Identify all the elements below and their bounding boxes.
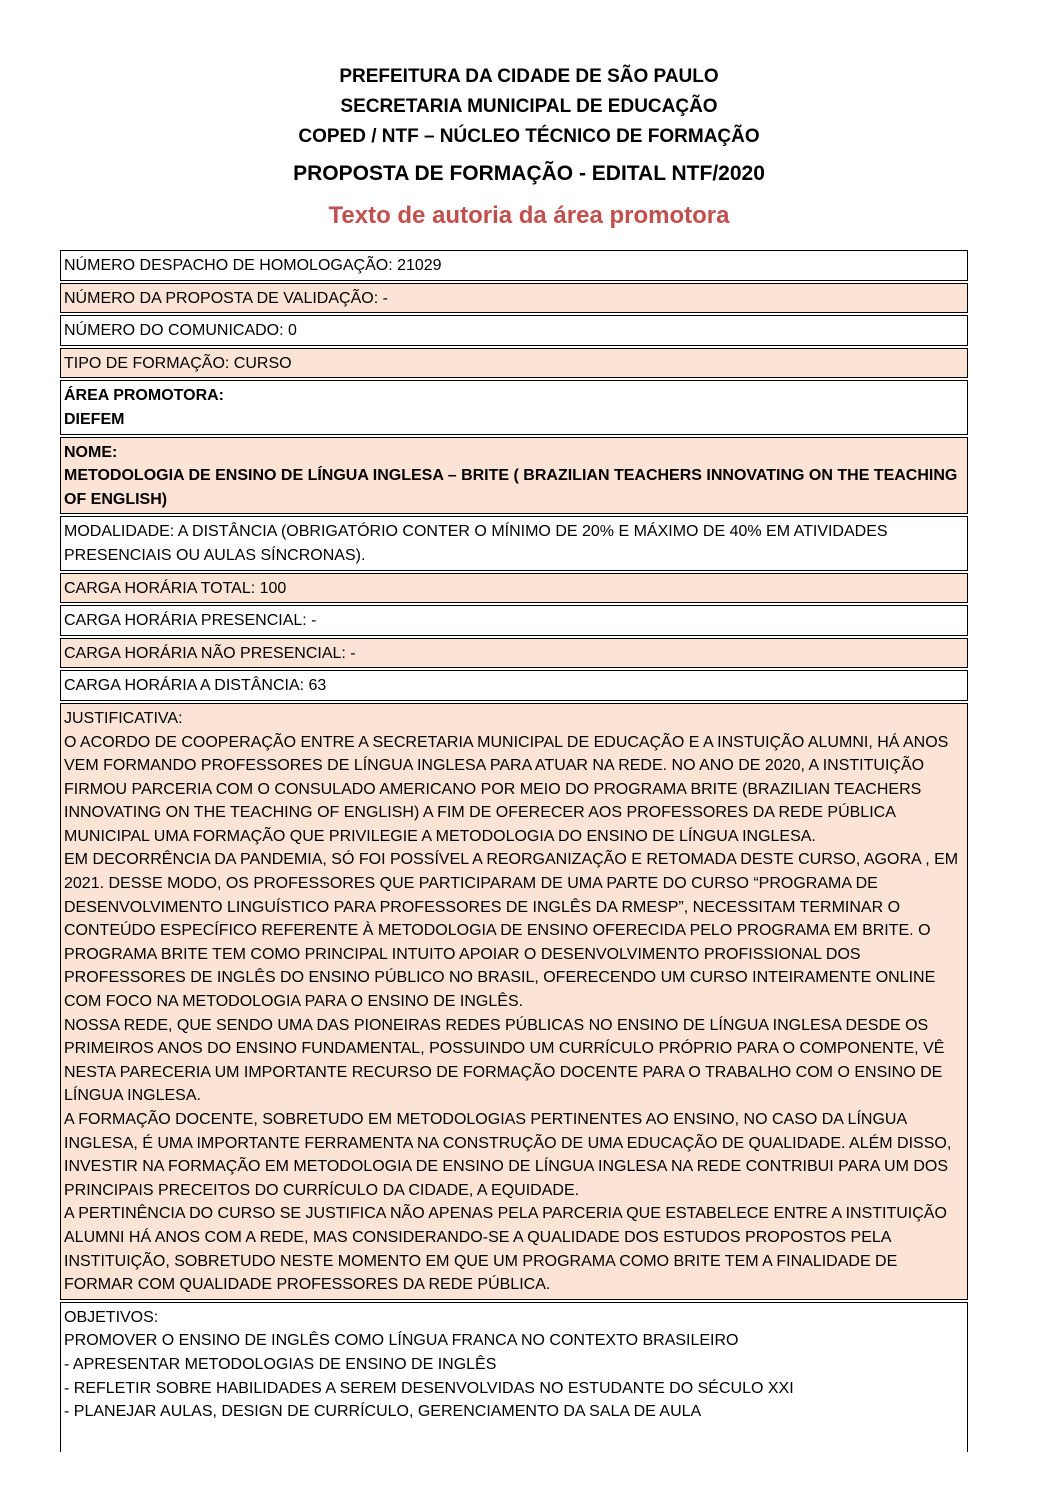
carga-nao-presencial-text: CARGA HORÁRIA NÃO PRESENCIAL: -: [64, 644, 356, 662]
despacho-text: NÚMERO DESPACHO DE HOMOLOGAÇÃO: 21029: [64, 257, 442, 274]
objetivo-item: - APRESENTAR METODOLOGIAS DE ENSINO DE INGLÊS: [64, 1355, 497, 1373]
justificativa-label: JUSTIFICATIVA:: [64, 709, 183, 727]
objetivo-item: - REFLETIR SOBRE HABILIDADES A SEREM DESENVOLVIDAS NO ESTUDANTE DO SÉCULO XXI: [64, 1379, 794, 1397]
nome-value: METODOLOGIA DE ENSINO DE LÍNGUA INGLESA – BRITE ( BRAZILIAN TEACHERS INNOVATING ON THE TEACHING OF ENGLISH): [64, 467, 958, 508]
objetivos-label: OBJETIVOS:: [64, 1308, 159, 1326]
row-validacao: [60, 283, 968, 314]
row-tipo: [60, 348, 968, 379]
document-title: PROPOSTA DE FORMAÇÃO - EDITAL NTF/2020: [293, 162, 765, 185]
comunicado-text: NÚMERO DO COMUNICADO: 0: [64, 322, 297, 340]
nome-label: NOME:: [64, 443, 118, 461]
row-carga-nao-presencial: [60, 638, 968, 669]
row-despacho: [60, 250, 968, 281]
carga-distancia-text: CARGA HORÁRIA A DISTÂNCIA: 63: [64, 677, 327, 695]
header-line-coped: COPED / NTF – NÚCLEO TÉCNICO DE FORMAÇÃO: [298, 126, 760, 147]
row-comunicado: [60, 315, 968, 346]
modalidade-text: MODALIDADE: A DISTÂNCIA (OBRIGATÓRIO CONTER O MÍNIMO DE 20% E MÁXIMO DE 40% EM ATIVIDADES PRESENCIAIS OU AULAS SÍNCRONAS).: [64, 523, 888, 564]
document-subtitle: Texto de autoria da área promotora: [328, 202, 730, 229]
header-line-secretaria: SECRETARIA MUNICIPAL DE EDUCAÇÃO: [340, 96, 718, 117]
header-line-prefeitura: PREFEITURA DA CIDADE DE SÃO PAULO: [339, 66, 719, 87]
area-value: DIEFEM: [64, 410, 125, 428]
objetivo-item: PROMOVER O ENSINO DE INGLÊS COMO LÍNGUA FRANCA NO CONTEXTO BRASILEIRO: [64, 1332, 739, 1350]
proposal-table: [60, 250, 968, 1454]
carga-presencial-text: CARGA HORÁRIA PRESENCIAL: -: [64, 612, 317, 630]
justificativa-paragraph: EM DECORRÊNCIA DA PANDEMIA, SÓ FOI POSSÍVEL A REORGANIZAÇÃO E RETOMADA DESTE CURSO, AGORA , EM 2021. DESSE MODO, OS PROFESSORES QUE PARTICIPARAM DE UMA PARTE DO CURSO “PROGRAMA DE DESENVOLVIMENTO LINGUÍSTICO PARA PROFESSORES DE INGLÊS DA RMESP”, NECESSITAM TERMINAR O CONTEÚDO ESPECÍFICO REFERENTE À METODOLOGIA DE ENSINO OFERECIDA PELO PROGRAMA EM BRITE. O PROGRAMA BRITE TEM COMO PRINCIPAL INTUITO APOIAR O DESENVOLVIMENTO PROFISSIONAL DOS PROFESSORES DE INGLÊS DO ENSINO PÚBLICO NO BRASIL, OFERECENDO UM CURSO INTEIRAMENTE ONLINE COM FOCO NA METODOLOGIA PARA O ENSINO DE INGLÊS.: [64, 851, 959, 1011]
justificativa-paragraph: O ACORDO DE COOPERAÇÃO ENTRE A SECRETARIA MUNICIPAL DE EDUCAÇÃO E A INSTUIÇÃO ALUMNI, HÁ ANOS VEM FORMANDO PROFESSORES DE LÍNGUA INGLESA PARA ATUAR NA REDE. NO ANO DE 2020, A INSTITUIÇÃO FIRMOU PARCERIA COM O CONSULADO AMERICANO POR MEIO DO PROGRAMA BRITE (BRAZILIAN TEACHERS INNOVATING ON THE TEACHING OF ENGLISH) A FIM DE OFERECER AOS PROFESSORES DA REDE PÚBLICA MUNICIPAL UMA FORMAÇÃO QUE PRIVILEGIE A METODOLOGIA DO ENSINO DE LÍNGUA INGLESA.: [64, 733, 949, 845]
tipo-text: TIPO DE FORMAÇÃO: CURSO: [64, 354, 292, 372]
carga-total-text: CARGA HORÁRIA TOTAL: 100: [64, 579, 287, 597]
row-objetivos: [60, 1302, 968, 1452]
row-carga-total: [60, 573, 968, 604]
validacao-text: NÚMERO DA PROPOSTA DE VALIDAÇÃO: -: [64, 289, 388, 307]
row-carga-presencial: [60, 605, 968, 636]
objetivo-item: - PLANEJAR AULAS, DESIGN DE CURRÍCULO, GERENCIAMENTO DA SALA DE AULA: [64, 1403, 702, 1421]
row-justificativa: [60, 703, 968, 1300]
row-nome: [60, 437, 968, 515]
justificativa-paragraph: A PERTINÊNCIA DO CURSO SE JUSTIFICA NÃO APENAS PELA PARCERIA QUE ESTABELECE ENTRE A INSTITUIÇÃO ALUMNI HÁ ANOS COM A REDE, MAS CONSIDERANDO-SE A QUALIDADE DOS ESTUDOS PROPOSTOS PELA INSTITUIÇÃO, SOBRETUDO NESTE MOMENTO EM QUE UM PROGRAMA COMO BRITE TEM A FINALIDADE DE FORMAR COM QUALIDADE PROFESSORES DA REDE PÚBLICA.: [64, 1205, 947, 1294]
row-modalidade: [60, 516, 968, 570]
area-label: ÁREA PROMOTORA:: [64, 387, 224, 405]
justificativa-paragraph: NOSSA REDE, QUE SENDO UMA DAS PIONEIRAS REDES PÚBLICAS NO ENSINO DE LÍNGUA INGLESA DESDE OS PRIMEIROS ANOS DO ENSINO FUNDAMENTAL, POSSUINDO UM CURRÍCULO PRÓPRIO PARA O COMPONENTE, VÊ NESTA PARECERIA UM IMPORTANTE RECURSO DE FORMAÇÃO DOCENTE PARA O TRABALHO COM O ENSINO DE LÍNGUA INGLESA.: [64, 1016, 945, 1105]
justificativa-paragraph: A FORMAÇÃO DOCENTE, SOBRETUDO EM METODOLOGIAS PERTINENTES AO ENSINO, NO CASO DA LÍNGUA INGLESA, É UMA IMPORTANTE FERRAMENTA NA CONSTRUÇÃO DE UMA EDUCAÇÃO DE QUALIDADE. ALÉM DISSO, INVESTIR NA FORMAÇÃO EM METODOLOGIA DE ENSINO DE LÍNGUA INGLESA NA REDE CONTRIBUI PARA UM DOS PRINCIPAIS PRECEITOS DO CURRÍCULO DA CIDADE, A EQUIDADE.: [64, 1111, 952, 1199]
row-carga-distancia: [60, 670, 968, 701]
row-area-promotora: [60, 380, 968, 434]
